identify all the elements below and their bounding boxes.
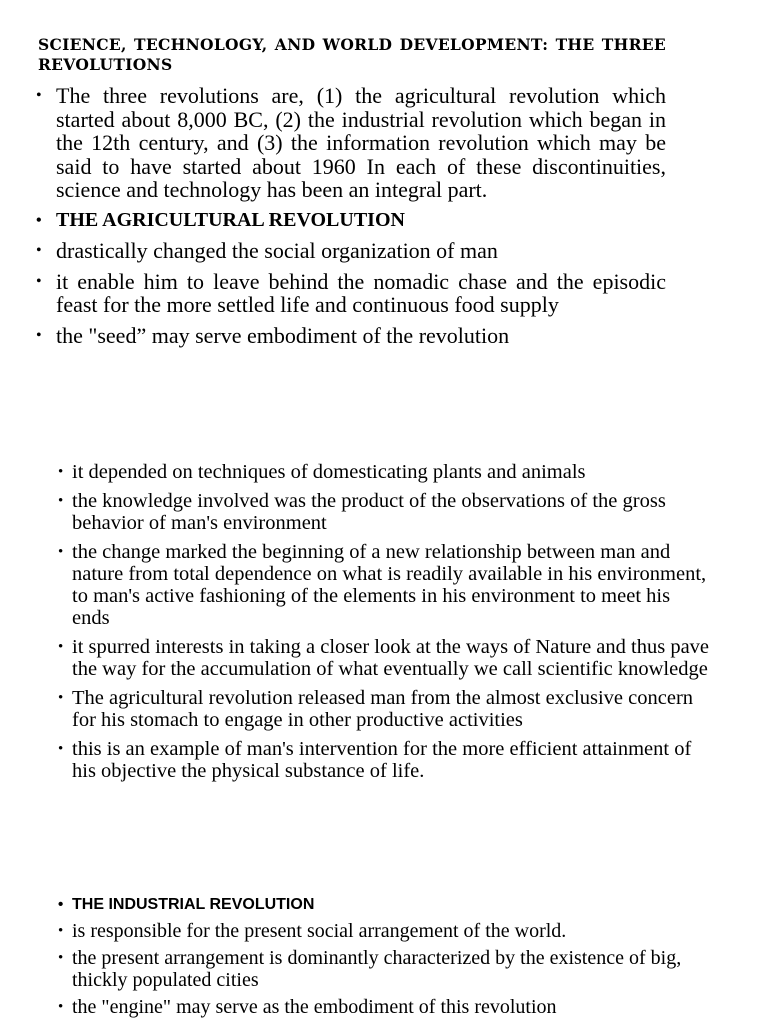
list-item: [58, 490, 710, 534]
bullet-icon: •: [58, 950, 64, 966]
bullet-icon: •: [36, 242, 42, 259]
list-item-text: THE AGRICULTURAL REVOLUTION: [56, 208, 405, 231]
list-item: [36, 84, 666, 202]
list-item: [58, 541, 710, 630]
list-item: [58, 461, 710, 483]
bullet-icon: •: [58, 464, 64, 480]
bullet-icon: •: [36, 87, 42, 104]
section-overview-list: [36, 84, 666, 354]
list-item-text: the knowledge involved was the product of the observations of the gross behavior of man's environment: [72, 489, 666, 534]
document-title: SCIENCE, TECHNOLOGY, AND WORLD DEVELOPMENT: THE THREE REVOLUTIONS: [38, 35, 666, 74]
bullet-icon: •: [36, 272, 42, 290]
list-item-text: this is an example of man's intervention for the more efficient attainment of his objective the physical substance of life.: [72, 737, 692, 782]
list-item: [58, 687, 710, 731]
bullet-icon: •: [36, 326, 42, 344]
bullet-icon: •: [58, 689, 64, 706]
list-item-text: it depended on techniques of domesticating plants and animals: [72, 461, 586, 483]
list-item-text: is responsible for the present social arrangement of the world.: [72, 920, 567, 942]
bullet-icon: •: [36, 211, 42, 229]
section-heading-agricultural: [36, 209, 666, 233]
list-item-text: the "engine" may serve as the embodiment of this revolution: [72, 995, 557, 1018]
list-item: [58, 738, 710, 782]
list-item-text: drastically changed the social organization of man: [56, 238, 498, 263]
bullet-icon: •: [58, 998, 64, 1015]
list-item: [36, 270, 666, 317]
list-item-text: the "seed” may serve embodiment of the revolution: [56, 322, 510, 348]
bullet-icon: •: [58, 638, 64, 655]
bullet-icon: •: [58, 492, 64, 509]
section-industrial-list: [58, 894, 710, 1024]
list-item: [58, 997, 710, 1019]
list-item-text: The three revolutions are, (1) the agricultural revolution which started about 8,000 BC, (2) the industrial revolution which began in the 12th century, and (3) the information revolution which may be said to have started about 1960 In each of these discontinuities, science and technology has been an integral part.: [56, 83, 666, 202]
list-item-text: the present arrangement is dominantly characterized by the existence of big, thickly populated cities: [72, 947, 682, 991]
list-item-text: it spurred interests in taking a closer look at the ways of Nature and thus pave the way for the accumulation of what eventually we call scientific knowledge: [72, 635, 710, 681]
bullet-icon: •: [58, 923, 64, 939]
bullet-icon: •: [58, 896, 64, 913]
list-item: [36, 324, 666, 348]
list-item-text: The agricultural revolution released man from the almost exclusive concern for his stomach to engage in other productive activities: [72, 686, 694, 732]
list-item: [58, 636, 710, 680]
section-heading-industrial: [58, 894, 710, 916]
bullet-icon: •: [58, 543, 64, 560]
bullet-icon: •: [58, 740, 64, 757]
list-item-text: the change marked the beginning of a new relationship between man and nature from total dependence on what is readily available in his environment, to man's active fashioning of the elements in his environment to meet his ends: [72, 540, 707, 630]
list-item-text: it enable him to leave behind the nomadic chase and the episodic feast for the more settled life and continuous food supply: [56, 268, 666, 317]
list-item: [58, 948, 710, 991]
section-agricultural-details-list: [58, 461, 710, 789]
list-item: [58, 921, 710, 943]
list-item-text: THE INDUSTRIAL REVOLUTION: [72, 896, 315, 913]
list-item: [36, 239, 666, 263]
